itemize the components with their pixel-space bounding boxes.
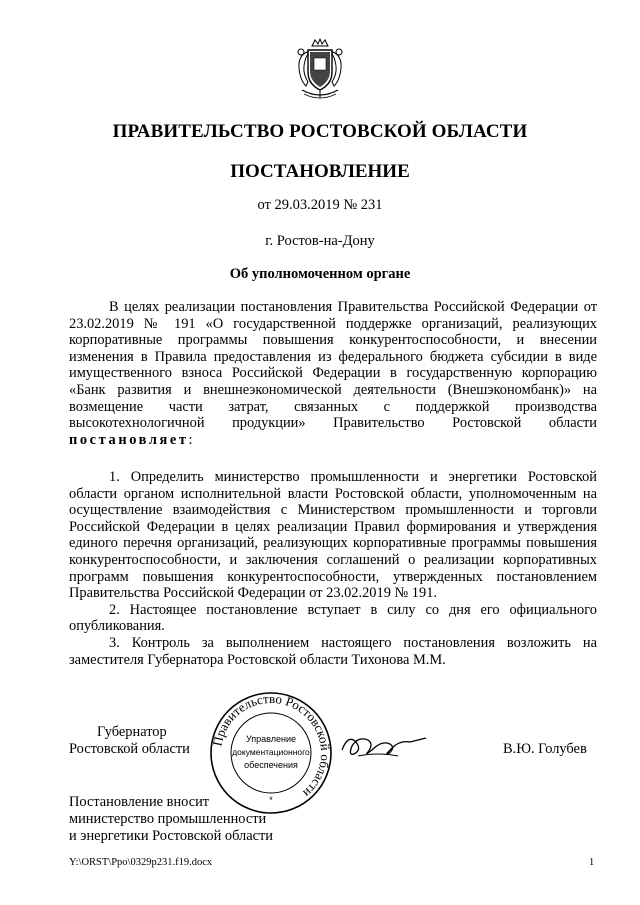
government-title: ПРАВИТЕЛЬСТВО РОСТОВСКОЙ ОБЛАСТИ [112,121,528,142]
signatory-name: В.Ю. Голубев [503,741,587,757]
decree-item: 2. Настоящее постановление вступает в силу со дня его официального опубликования. [69,601,597,635]
footer-page-number: 1 [589,857,595,868]
decree-items [69,469,597,668]
preamble-text: В целях реализации постановления Правительства Российской Федерации от 23.02.2019 № 191 «О государственной поддержке организаций, реализующих корпоративные программы повышения конкурентоспособности, и внесении изменения в Правила предоставления из федерального бюджета субсидии в виде имущественного взноса Российской Федерации в государственную корпорацию «Банк развития и внешнеэкономической деятельности (Внешэкономбанк)» на возмещение части затрат, связанных с поддержкой производства высокотехнологичной продукции» Правительство Ростовской области [69,299,597,432]
decree-item: 1. Определить министерство промышленности и энергетики Ростовской области органом исполнительной власти Ростовской области, уполномоченным на осуществление взаимодействия с Министерством промышленности и торговли Российской Федерации в целях реализации Правил формирования и утверждения единого перечня организаций, реализующих корпоративные программы повышения конкурентоспособности, и заключения соглашений о реализации корпоративных программ повышения конкурентоспособности, утвержденных постановлением Правительства Российской Федерации от 23.02.2019 № 191. [69,469,597,602]
submitter-block [69,794,273,845]
signatory-position [69,724,190,758]
submitter-line3: и энергетики Ростовской области [69,828,273,844]
seal-ring-text: Правительство Ростовской области [209,690,334,801]
document-date-number: от 29.03.2019 № 231 [257,197,383,213]
svg-text:*: * [269,795,273,805]
seal-center-line2: документационного [232,747,310,757]
signatory-position-line1: Губернатор [97,724,167,740]
document-subject: Об уполномоченном органе [229,266,411,282]
seal-center-line1: Управление [245,734,297,744]
signatory-position-line2: Ростовской области [69,741,190,757]
footer-file-path: Y:\ORST\Ppo\0329p231.f19.docx [69,857,213,868]
decree-word: постановляет [69,431,189,448]
document-city: г. Ростов-на-Дону [265,233,375,249]
coat-of-arms-icon [292,38,348,102]
handwritten-signature-icon [338,728,430,762]
decree-item: 3. Контроль за выполнением настоящего постановления возложить на заместителя Губернатора Ростовской области Тихонова М.М. [69,634,597,668]
svg-text:Правительство Ростовской облас [209,691,333,801]
decree-colon: : [188,431,193,448]
document-type: ПОСТАНОВЛЕНИЕ [230,161,410,182]
submitter-line2: министерство промышленности [69,811,267,827]
submitter-line1: Постановление вносит [69,794,210,810]
seal-center-line3: обеспечения [244,760,298,770]
preamble [69,299,597,448]
